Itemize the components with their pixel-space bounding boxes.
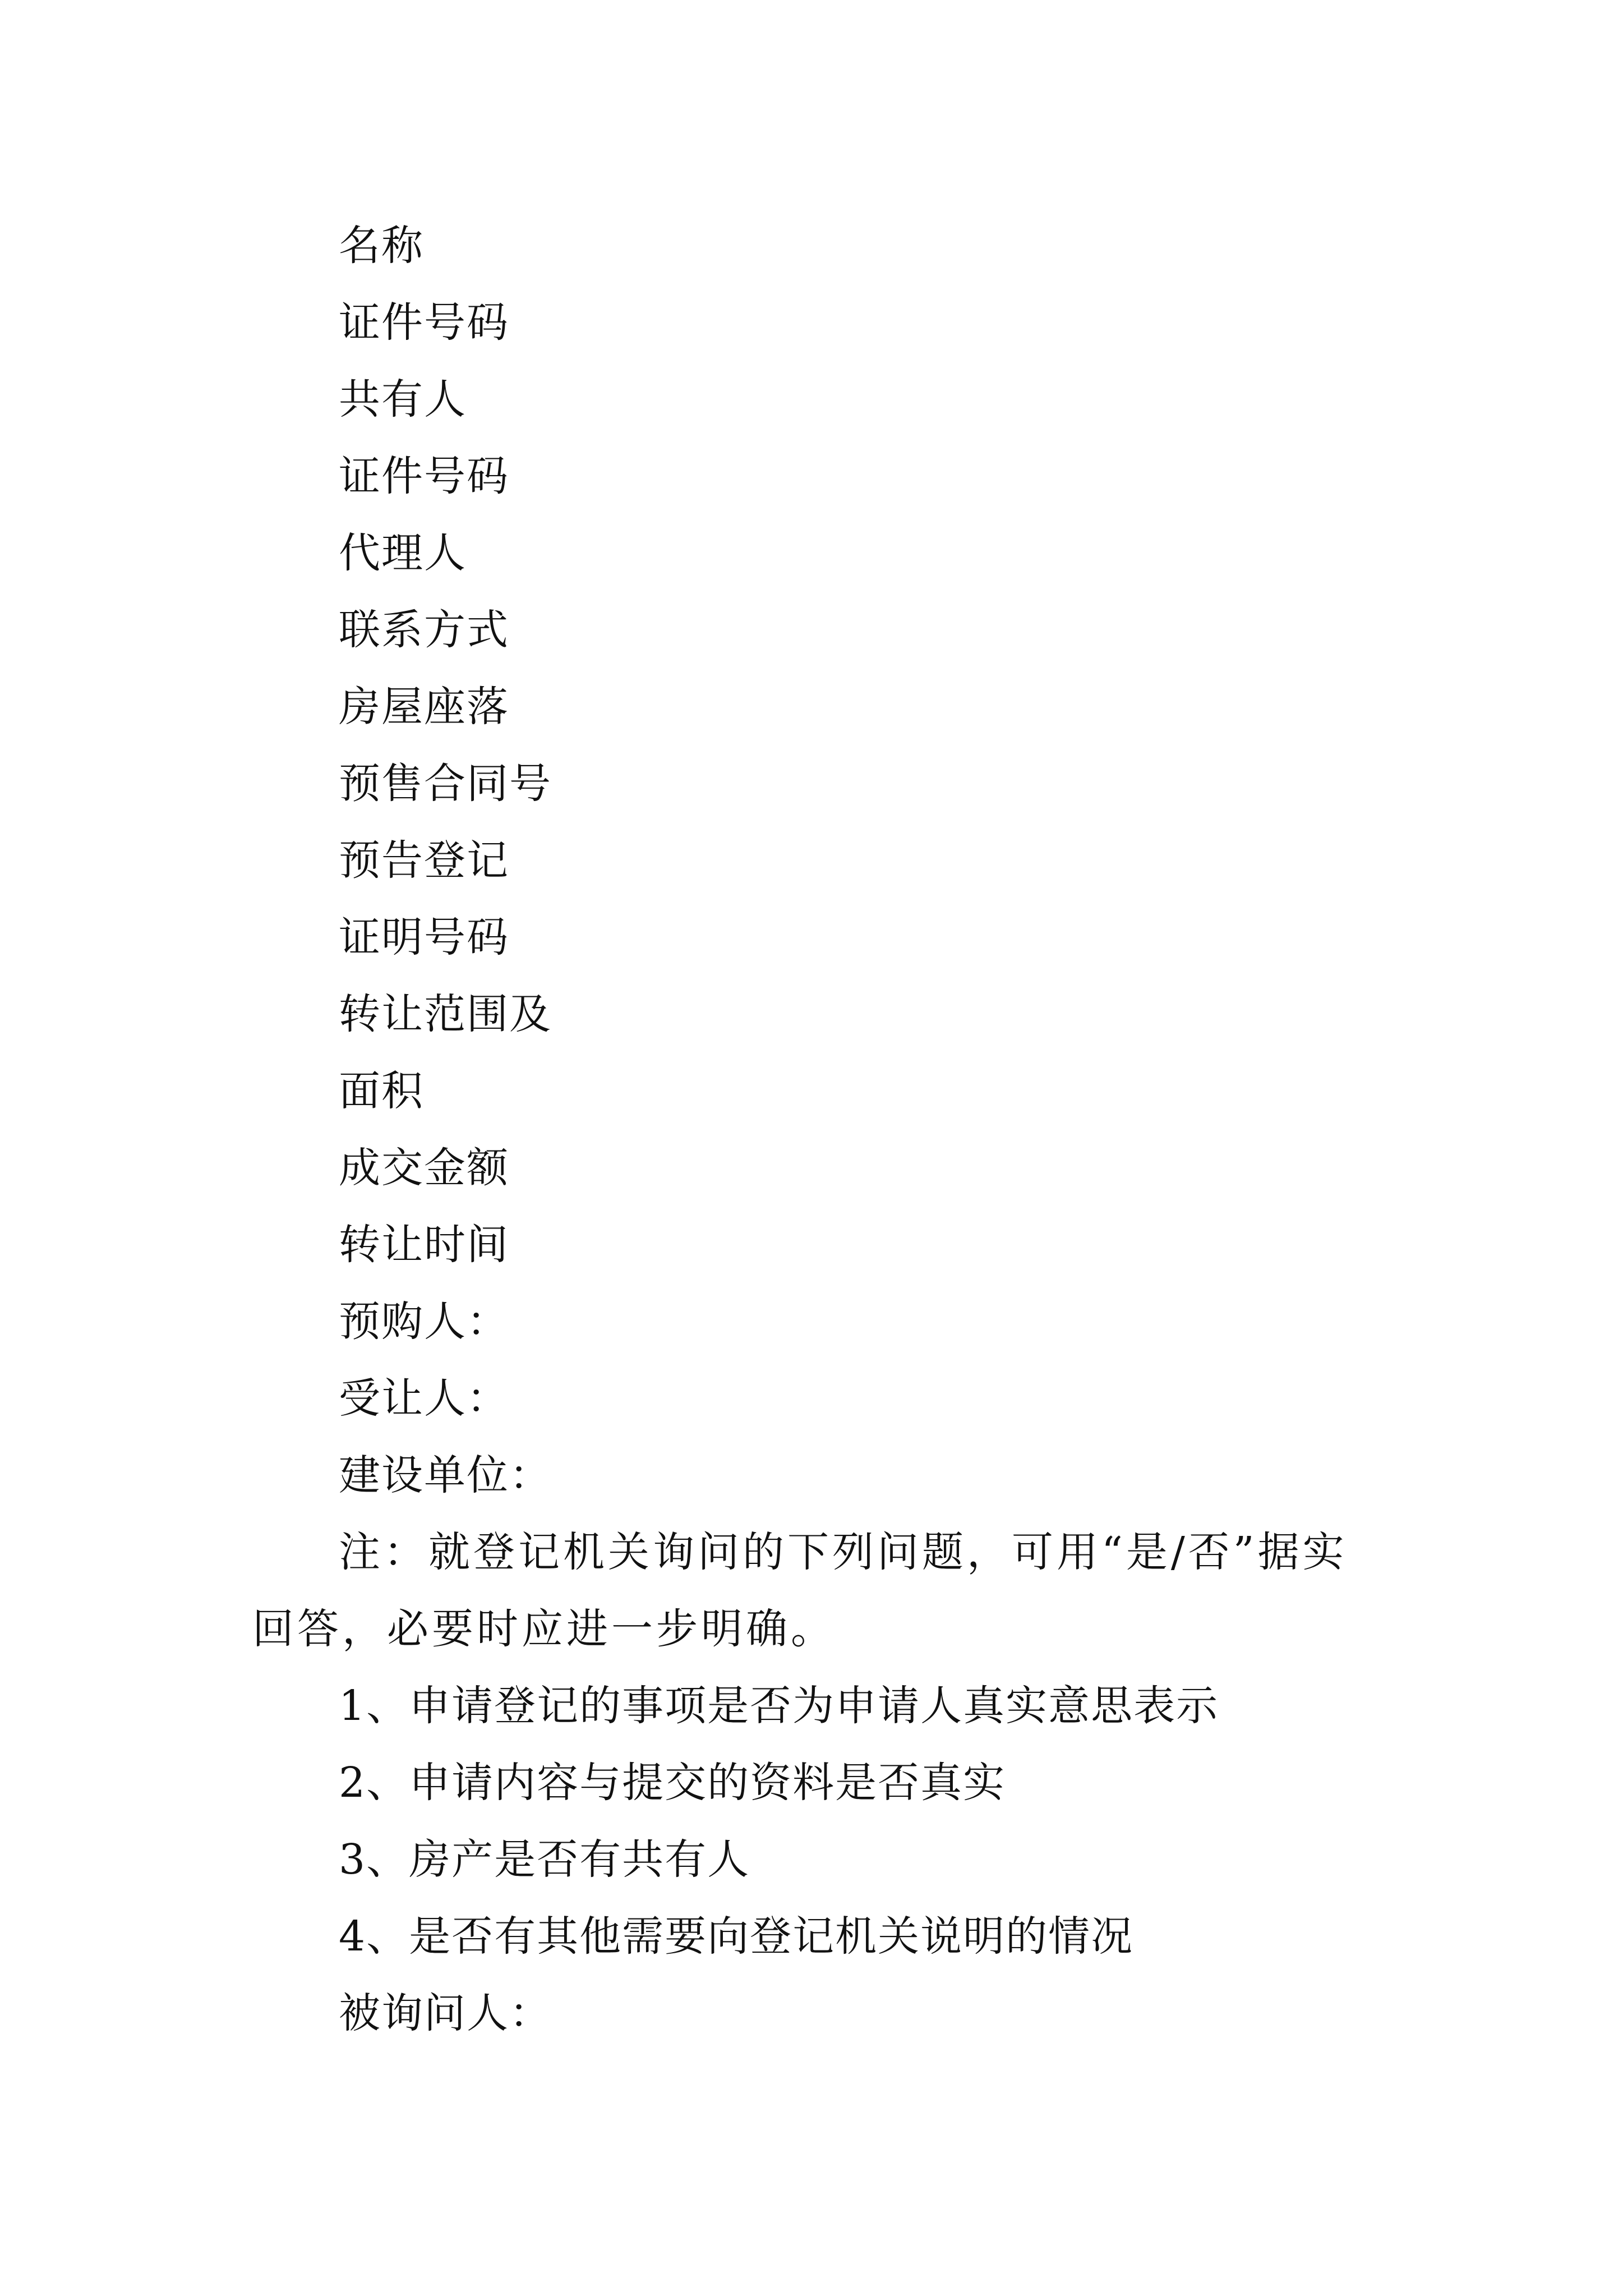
field-label: 证明号码 <box>339 913 509 961</box>
field-label: 联系方式 <box>339 606 509 654</box>
question-item: 4、是否有其他需要向登记机关说明的情况 <box>339 1912 1134 1961</box>
field-label: 预告登记 <box>339 836 509 885</box>
field-label: 证件号码 <box>339 298 509 347</box>
field-label: 面积 <box>339 1067 424 1115</box>
field-label: 建设单位： <box>339 1451 552 1499</box>
field-label: 预售合同号 <box>339 760 552 808</box>
field-label: 名称 <box>339 222 424 270</box>
question-item: 2、申请内容与提交的资料是否真实 <box>339 1759 1006 1807</box>
question-item: 3、房产是否有共有人 <box>339 1835 750 1884</box>
question-item: 1、申请登记的事项是否为申请人真实意思表示 <box>339 1682 1219 1730</box>
field-label: 房屋座落 <box>339 683 509 731</box>
document-content <box>252 208 1385 2052</box>
field-label: 受让人： <box>339 1374 509 1423</box>
field-label: 成交金额 <box>339 1144 509 1192</box>
field-label: 证件号码 <box>339 452 509 500</box>
note-paragraph: 注：就登记机关询问的下列问题，可用“是/否”据实回答，必要时应进一步明确。 <box>252 1528 1348 1653</box>
field-label: 预购人： <box>339 1297 509 1346</box>
respondent-label: 被询问人： <box>339 1989 552 2037</box>
field-label: 转让范围及 <box>339 990 552 1038</box>
field-label: 转让时间 <box>339 1221 509 1269</box>
field-label: 共有人 <box>339 375 467 424</box>
field-label: 代理人 <box>339 529 467 577</box>
